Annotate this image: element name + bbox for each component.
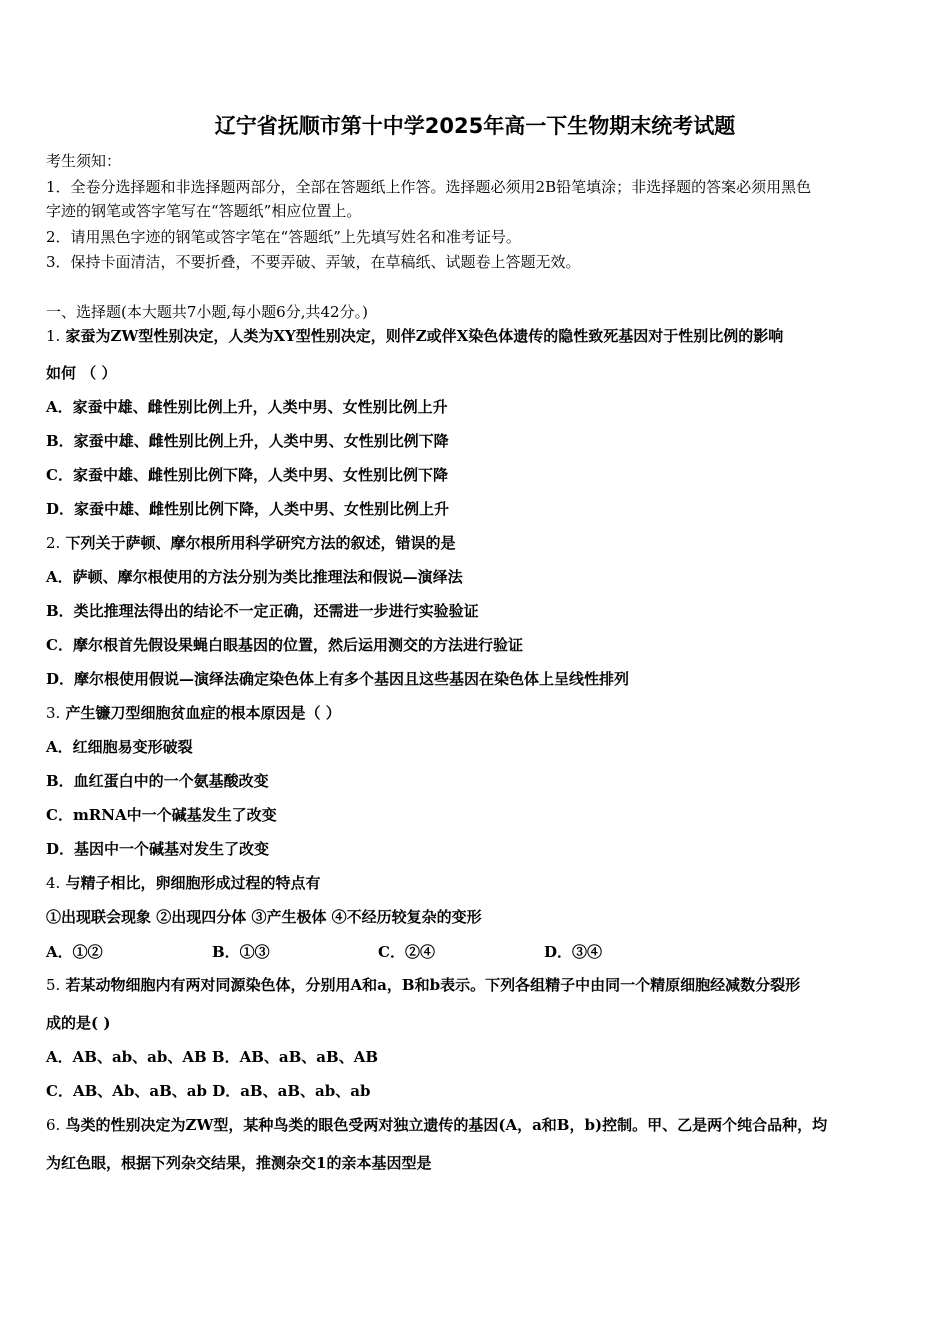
- question-2-option-a: A．萨顿、摩尔根使用的方法分别为类比推理法和假说—演绎法: [46, 568, 463, 586]
- question-text: 与精子相比，卵细胞形成过程的特点有: [65, 874, 321, 892]
- question-number: 5.: [46, 976, 61, 994]
- question-5-options-ab: A．AB、ab、ab、AB B．AB、aB、aB、AB: [46, 1048, 379, 1066]
- question-4-stem: [46, 873, 908, 893]
- question-text: 产生镰刀型细胞贫血症的根本原因是（ ）: [65, 704, 341, 722]
- question-6-stem-cont: 为红色眼，根据下列杂交结果，推测杂交1的亲本基因型是: [46, 1154, 432, 1172]
- question-3-option-b: B．血红蛋白中的一个氨基酸改变: [46, 772, 269, 790]
- question-text: 鸟类的性别决定为ZW型，某种鸟类的眼色受两对独立遗传的基因(A，a和B，b)控制。甲、乙是两个纯合品种，均: [65, 1116, 828, 1134]
- question-1-option-d: D．家蚕中雄、雌性别比例下降，人类中男、女性别比例上升: [46, 500, 450, 518]
- question-4-statements: ①出现联会现象 ②出现四分体 ③产生极体 ④不经历较复杂的变形: [46, 908, 482, 926]
- notice-item: 字迹的钢笔或答字笔写在“答题纸”相应位置上。: [46, 202, 362, 220]
- question-text: 家蚕为ZW型性别决定，人类为XY型性别决定，则伴Z或伴X染色体遗传的隐性致死基因对于性别比例的影响: [65, 327, 784, 345]
- question-number: 6.: [46, 1116, 61, 1134]
- question-number: 1.: [46, 327, 61, 345]
- question-4-option-a: A．①②: [46, 943, 103, 961]
- question-2-option-d: D．摩尔根使用假说—演绎法确定染色体上有多个基因且这些基因在染色体上呈线性排列: [46, 670, 630, 688]
- question-number: 2.: [46, 534, 61, 552]
- question-3-option-a: A．红细胞易变形破裂: [46, 738, 193, 756]
- question-1-option-a: A．家蚕中雄、雌性别比例上升，人类中男、女性别比例上升: [46, 398, 448, 416]
- question-1-option-b: B．家蚕中雄、雌性别比例上升，人类中男、女性别比例下降: [46, 432, 449, 450]
- section-heading: 一、选择题(本大题共7小题,每小题6分,共42分。): [46, 303, 368, 321]
- question-4-option-c: C．②④: [378, 943, 435, 961]
- question-text: 若某动物细胞内有两对同源染色体，分别用A和a，B和b表示。下列各组精子中由同一个精原细胞经减数分裂形: [65, 976, 801, 994]
- question-2-option-c: C．摩尔根首先假设果蝇白眼基因的位置，然后运用测交的方法进行验证: [46, 636, 523, 654]
- question-number: 4.: [46, 874, 61, 892]
- question-text: 下列关于萨顿、摩尔根所用科学研究方法的叙述，错误的是: [65, 534, 456, 552]
- notice-item: 1．全卷分选择题和非选择题两部分，全部在答题纸上作答。选择题必须用2B铅笔填涂；非选择题的答案必须用黑色: [46, 178, 812, 196]
- notice-heading: 考生须知：: [46, 152, 122, 170]
- question-4-options: [46, 941, 602, 962]
- question-3-option-d: D．基因中一个碱基对发生了改变: [46, 840, 270, 858]
- question-5-options-cd: C．AB、Ab、aB、ab D．aB、aB、ab、ab: [46, 1082, 371, 1100]
- page-title: 辽宁省抚顺市第十中学2025年高一下生物期末统考试题: [214, 114, 736, 138]
- question-1-stem-cont: 如何 （ ）: [46, 364, 117, 382]
- question-6-stem: [46, 1115, 908, 1135]
- question-2-option-b: B．类比推理法得出的结论不一定正确，还需进一步进行实验验证: [46, 602, 479, 620]
- question-4-option-b: B．①③: [212, 943, 270, 961]
- question-1-stem: [46, 326, 908, 346]
- question-4-option-d: D．③④: [544, 943, 603, 961]
- question-5-stem-cont: 成的是( ): [46, 1014, 111, 1032]
- question-3-stem: [46, 703, 908, 723]
- question-5-stem: [46, 975, 908, 995]
- notice-item: 2．请用黑色字迹的钢笔或答字笔在“答题纸”上先填写姓名和准考证号。: [46, 228, 521, 246]
- question-2-stem: [46, 533, 908, 553]
- question-number: 3.: [46, 704, 61, 722]
- question-3-option-c: C．mRNA中一个碱基发生了改变: [46, 806, 277, 824]
- notice-item: 3．保持卡面清洁，不要折叠，不要弄破、弄皱，在草稿纸、试题卷上答题无效。: [46, 253, 581, 271]
- question-1-option-c: C．家蚕中雄、雌性别比例下降，人类中男、女性别比例下降: [46, 466, 448, 484]
